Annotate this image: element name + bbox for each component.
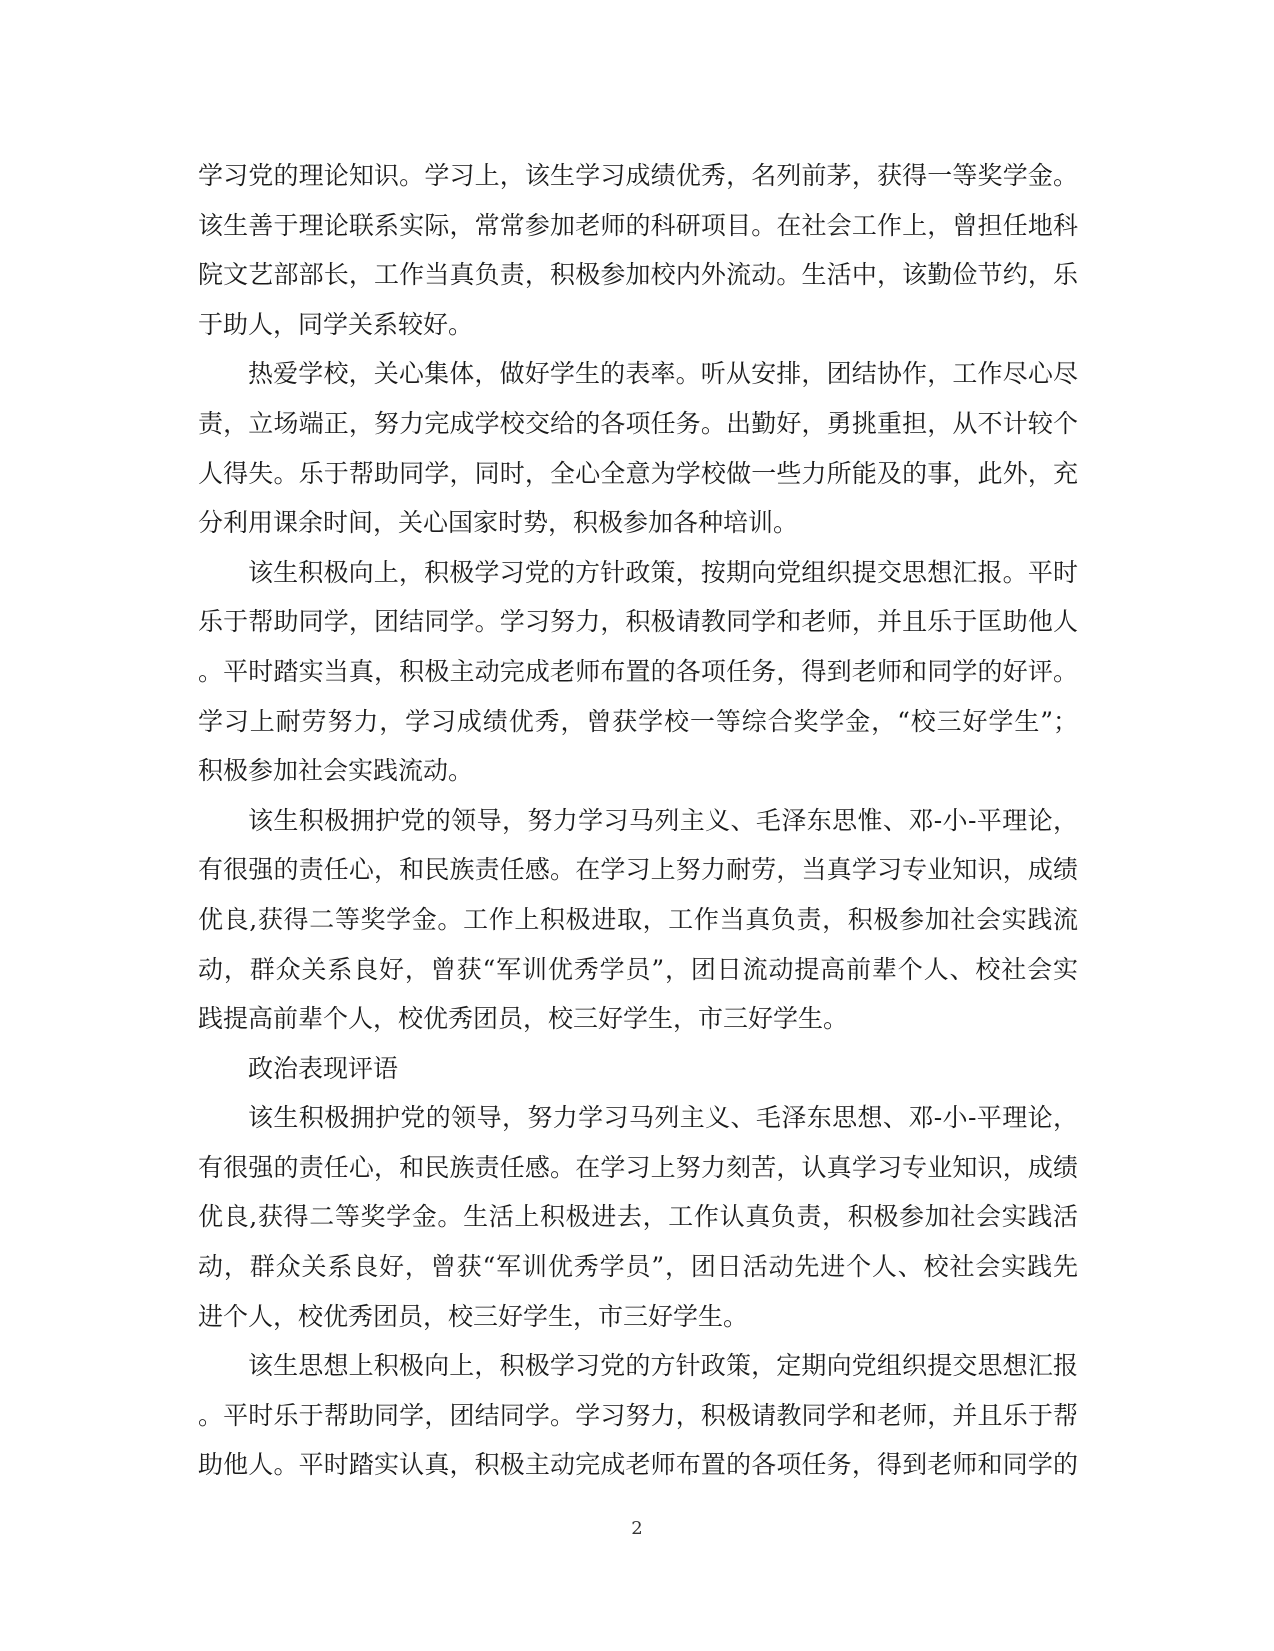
text-line: 院文艺部部长，工作当真负责，积极参加校内外流动。生活中，该勤俭节约，乐 <box>198 260 1078 290</box>
page-number: 2 <box>631 1518 643 1539</box>
text-line: 动，群众关系良好，曾获“军训优秀学员”，团日活动先进个人、校社会实践先 <box>198 1252 1078 1282</box>
text-line: 优良,获得二等奖学金。工作上积极进取，工作当真负责，积极参加社会实践流 <box>198 904 1078 934</box>
text-line: 助他人。平时踏实认真，积极主动完成老师布置的各项任务，得到老师和同学的 <box>198 1450 1078 1480</box>
text-line: 践提高前辈个人，校优秀团员，校三好学生，市三好学生。 <box>198 1004 849 1034</box>
text-line: 该生思想上积极向上，积极学习党的方针政策，定期向党组织提交思想汇报 <box>248 1351 1078 1381</box>
text-line: 分利用课余时间，关心国家时势，积极参加各种培训。 <box>198 508 799 538</box>
text-line: 有很强的责任心，和民族责任感。在学习上努力刻苦，认真学习专业知识，成绩 <box>198 1152 1078 1182</box>
text-line: 学习党的理论知识。学习上，该生学习成绩优秀，名列前茅，获得一等奖学金。 <box>198 161 1078 190</box>
text-line: 该生积极拥护党的领导，努力学习马列主义、毛泽东思想、邓-小-平理论， <box>248 1103 1078 1133</box>
text-line: 有很强的责任心，和民族责任感。在学习上努力耐劳，当真学习专业知识，成绩 <box>198 855 1078 885</box>
text-line: 该生积极向上，积极学习党的方针政策，按期向党组织提交思想汇报。平时 <box>248 557 1078 587</box>
paragraph <box>198 349 1078 547</box>
text-line: 该生善于理论联系实际，常常参加老师的科研项目。在社会工作上，曾担任地科 <box>198 210 1078 240</box>
text-line: 人得失。乐于帮助同学，同时，全心全意为学校做一些力所能及的事，此外，充 <box>198 458 1078 488</box>
text-line: 该生积极拥护党的领导，努力学习马列主义、毛泽东思惟、邓-小-平理论， <box>248 805 1078 835</box>
text-line: 学习上耐劳努力，学习成绩优秀，曾获学校一等综合奖学金，“校三好学生”； <box>198 706 1078 736</box>
text-line: 。平时踏实当真，积极主动完成老师布置的各项任务，得到老师和同学的好评。 <box>198 656 1078 686</box>
paragraph <box>198 1044 1078 1094</box>
text-line: 乐于帮助同学，团结同学。学习努力，积极请教同学和老师，并且乐于匡助他人 <box>198 607 1078 637</box>
document-body <box>198 151 1078 1490</box>
text-line: 政治表现评语 <box>248 1053 399 1083</box>
text-line: 热爱学校，关心集体，做好学生的表率。听从安排，团结协作，工作尽心尽 <box>248 359 1078 389</box>
paragraph <box>198 151 1078 349</box>
text-line: 动，群众关系良好，曾获“军训优秀学员”，团日流动提高前辈个人、校社会实 <box>198 954 1078 984</box>
text-line: 积极参加社会实践流动。 <box>198 756 474 786</box>
text-line: 于助人，同学关系较好。 <box>198 309 474 339</box>
paragraph <box>198 1093 1078 1341</box>
text-line: 进个人，校优秀团员，校三好学生，市三好学生。 <box>198 1301 749 1331</box>
paragraph <box>198 1341 1078 1490</box>
paragraph <box>198 548 1078 796</box>
paragraph <box>198 796 1078 1044</box>
text-line: 责，立场端正，努力完成学校交给的各项任务。出勤好，勇挑重担，从不计较个 <box>198 408 1078 438</box>
text-line: 优良,获得二等奖学金。生活上积极进去，工作认真负责，积极参加社会实践活 <box>198 1202 1078 1232</box>
text-line: 。平时乐于帮助同学，团结同学。学习努力，积极请教同学和老师，并且乐于帮 <box>198 1400 1078 1430</box>
